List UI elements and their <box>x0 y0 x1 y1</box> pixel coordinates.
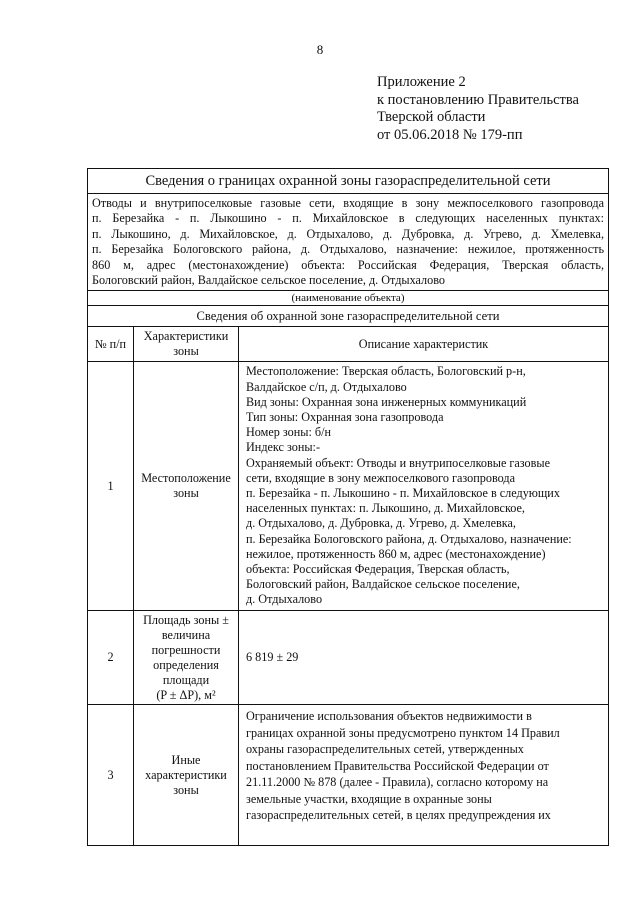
object-name-line: Бологовский район, Валдайское сельское поселение, д. Отдыхалово <box>92 273 445 288</box>
description-line: Ограничение использования объектов недвижимости в <box>246 709 532 724</box>
table-header-row <box>88 327 608 362</box>
appendix-block <box>377 74 579 144</box>
row-characteristic <box>134 611 239 705</box>
description-line: 21.11.2000 № 878 (далее - Правила), согласно которому на <box>246 775 549 790</box>
characteristic-line: характеристики <box>145 767 227 782</box>
object-name-line: Отводы и внутрипоселковые газовые сети, входящие в зону межпоселкового газопровода <box>92 196 604 210</box>
characteristic-line: площади <box>162 672 210 687</box>
header-characteristics-line: зоны <box>173 344 199 359</box>
sheet-title: Сведения о границах охранной зоны газораспределительной сети <box>88 169 608 194</box>
characteristic-line: Иные <box>171 752 201 767</box>
description-line: Охраняемый объект: Отводы и внутрипоселковые газовые <box>246 455 550 470</box>
row-description <box>239 705 609 846</box>
description-line: 6 819 ± 29 <box>246 650 299 665</box>
description-line: границах охранной зоны предусмотрено пунктом 14 Правил <box>246 725 560 740</box>
description-line: населенных пунктах: п. Лыкошино, д. Михайловское, <box>246 501 525 516</box>
characteristic-line: величина <box>161 627 211 642</box>
characteristic-line: зоны <box>173 782 199 797</box>
description-line: Тип зоны: Охранная зона газопровода <box>246 410 444 425</box>
description-line: нежилое, протяженность 860 м, адрес (местонахождение) <box>246 546 546 561</box>
table-row <box>88 362 608 611</box>
page-number: 8 <box>316 42 324 57</box>
description-line: Номер зоны: б/н <box>246 425 332 440</box>
description-line: постановлением Правительства Российской Федерации от <box>246 758 549 773</box>
appendix-line: от 05.06.2018 № 179-пп <box>377 126 523 143</box>
appendix-line: к постановлению Правительства <box>377 91 579 108</box>
object-caption: (наименование объекта) <box>88 291 608 306</box>
description-line: д. Отдыхалово, д. Дубровка, д. Угрево, д. Хмелевка, <box>246 516 516 531</box>
characteristic-line: зоны <box>173 486 199 501</box>
header-characteristics <box>134 327 239 362</box>
zone-section-header: Сведения об охранной зоне газораспределительной сети <box>88 306 608 327</box>
object-name <box>88 194 608 291</box>
row-num: 2 <box>88 611 134 705</box>
row-description <box>239 362 609 611</box>
zone-table <box>88 327 608 845</box>
description-line: Вид зоны: Охранная зона инженерных коммуникаций <box>246 394 527 409</box>
description-line: Индекс зоны:- <box>246 440 320 455</box>
description-line: Валдайское с/п, д. Отдыхалово <box>246 379 407 394</box>
description-line: земельные участки, входящие в охранные зоны <box>246 791 492 806</box>
description-line: газораспределительных сетей, в целях предупреждения их <box>246 808 551 823</box>
appendix-line: Тверской области <box>377 109 486 125</box>
object-name-line: п. Березайка - п. Лыкошино - п. Михайловское в следующих населенных пунктах: <box>92 211 604 226</box>
description-line: Местоположение: Тверская область, Бологовский р-н, <box>246 364 526 379</box>
characteristic-line: (P ± ΔP), м² <box>156 687 216 702</box>
row-description <box>239 611 609 705</box>
object-name-line: п. Березайка Бологовского района, д. Отдыхалово, назначение: нежилое, протяженность <box>92 242 604 257</box>
description-line: п. Березайка - п. Лыкошино - п. Михайловское в следующих <box>246 486 560 501</box>
row-num: 3 <box>88 705 134 846</box>
row-num: 1 <box>88 362 134 611</box>
appendix-line: Приложение 2 <box>377 74 466 90</box>
object-name-line: п. Лыкошино, д. Михайловское, д. Отдыхалово, д. Дубровка, д. Угрево, д. Хмелевка, <box>92 226 604 241</box>
characteristic-line: Площадь зоны ± <box>143 612 229 627</box>
header-characteristics-line: Характеристики <box>143 329 229 344</box>
row-characteristic <box>134 705 239 846</box>
description-line: объекта: Российская Федерация, Тверская область, <box>246 562 510 577</box>
header-description: Описание характеристик <box>239 327 609 362</box>
row-characteristic <box>134 362 239 611</box>
description-line: д. Отдыхалово <box>246 592 323 607</box>
description-line: Бологовский район, Валдайское сельское поселение, <box>246 577 520 592</box>
zone-info-sheet <box>87 168 609 846</box>
header-num: № п/п <box>88 327 134 362</box>
table-row <box>88 705 608 846</box>
characteristic-line: погрешности <box>151 642 221 657</box>
characteristic-line: определения <box>153 657 219 672</box>
description-line: п. Березайка Бологовского района, д. Отдыхалово, назначение: <box>246 531 572 546</box>
object-name-line: 860 м, адрес (местонахождение) объекта: Российская Федерация, Тверская область, <box>92 257 604 272</box>
table-row <box>88 611 608 705</box>
description-line: сети, входящие в зону межпоселкового газопровода <box>246 470 515 485</box>
description-line: охраны газораспределительных сетей, утвержденных <box>246 742 524 757</box>
characteristic-line: Местоположение <box>141 471 231 486</box>
